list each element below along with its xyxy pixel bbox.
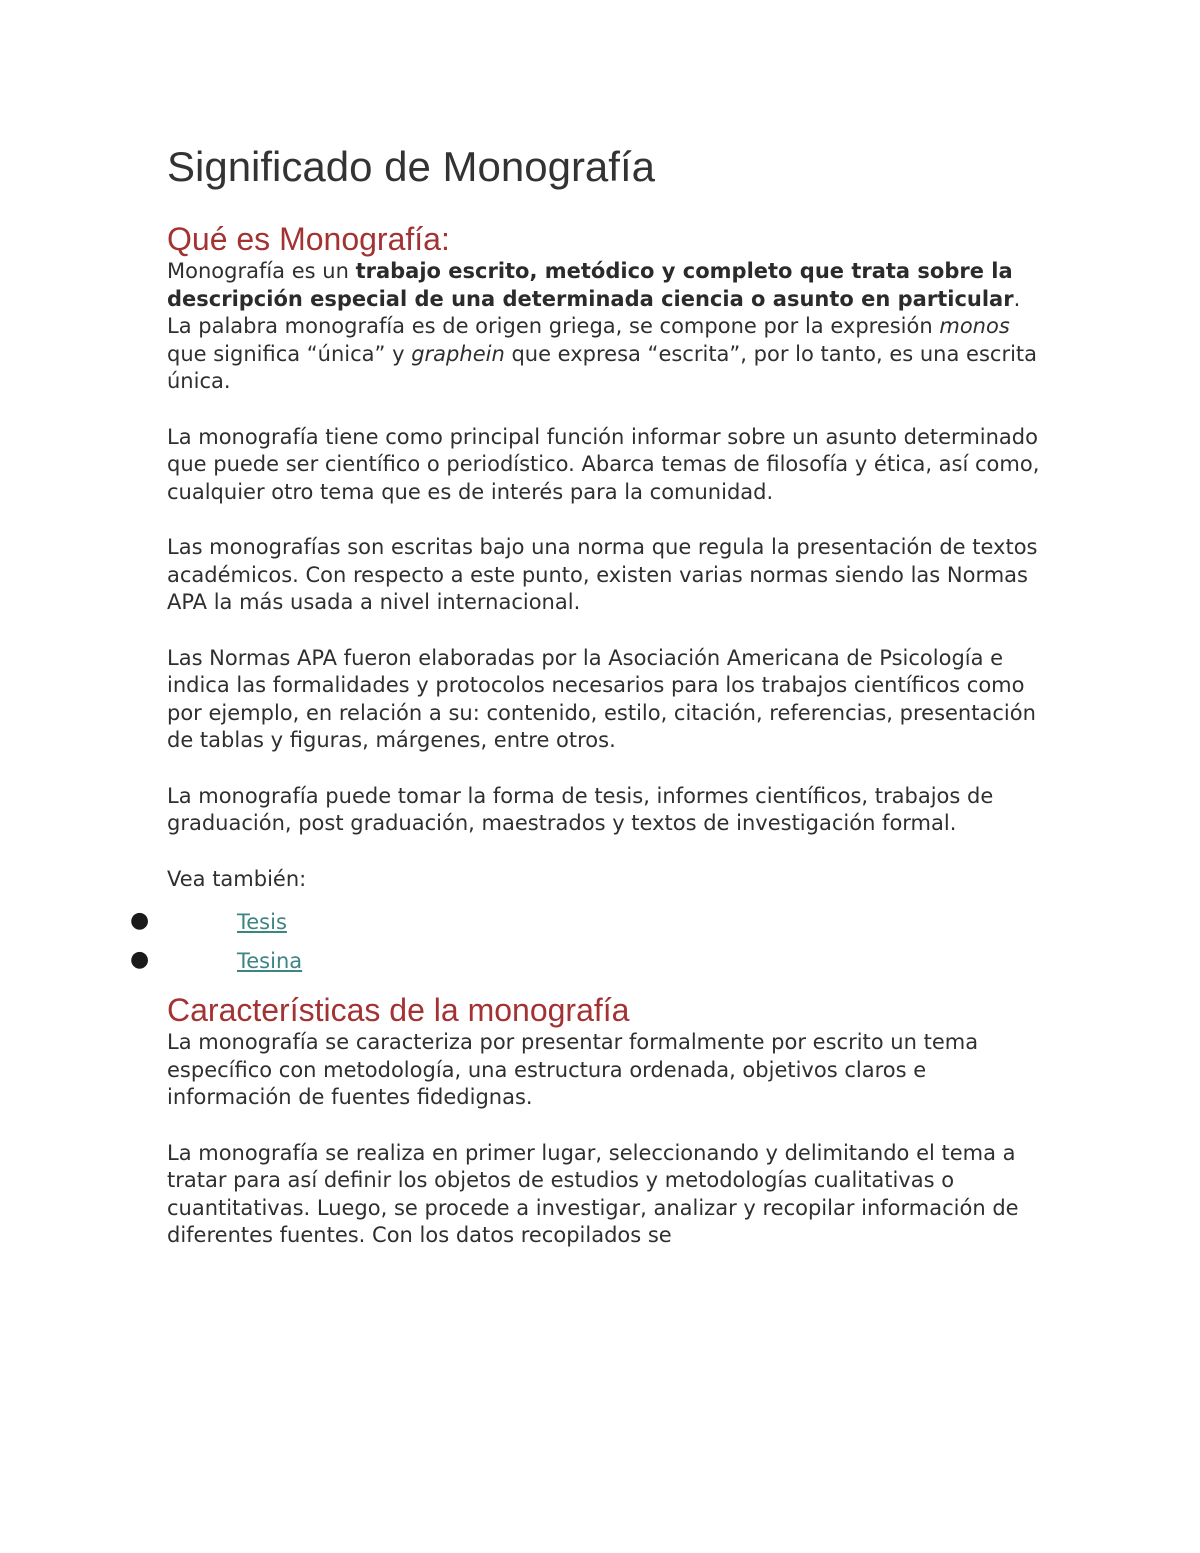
- bullet-icon: ●: [130, 947, 150, 972]
- link-tesis[interactable]: Tesis: [237, 910, 287, 934]
- section-heading-que-es: Qué es Monografía:: [167, 221, 450, 257]
- definition-intro: Monografía es un: [167, 259, 356, 283]
- bullet-icon: ●: [130, 908, 150, 933]
- etymology-monos: monos: [939, 314, 1010, 338]
- section-heading-caracteristicas: Características de la monografía: [167, 992, 630, 1028]
- paragraph-norms: Las monografías son escritas bajo una norma que regula la presentación de textos académicos. Con respecto a este punto, existen varias normas siendo las Normas APA la más usada a nivel internacional.: [167, 535, 1038, 614]
- etymology-graphein: graphein: [411, 341, 505, 366]
- see-also-label: Vea también:: [167, 866, 307, 891]
- list-item: [130, 903, 1047, 942]
- paragraph-function: La monografía tiene como principal función informar sobre un asunto determinado que puede ser científico o periodístico. Abarca temas de filosofía y ética, así como, cualquier otro tema que es de interés para la comunidad.: [167, 424, 1040, 504]
- etymology-part-b: que significa “única” y: [167, 341, 412, 366]
- document-content: [130, 140, 1047, 1250]
- link-tesina[interactable]: Tesina: [237, 949, 303, 973]
- paragraph-characteristics: La monografía se caracteriza por presentar formalmente por escrito un tema específico con metodología, una estructura ordenada, objetivos claros e información de fuentes fidedignas.: [167, 1030, 979, 1109]
- etymology-part-a: La palabra monografía es de origen griega, se compone por la expresión: [167, 314, 940, 338]
- paragraph-definition: [167, 258, 1047, 313]
- paragraph-etymology: [167, 313, 1047, 396]
- page-title: Significado de Monografía: [167, 143, 655, 190]
- definition-bold: trabajo escrito, metódico y completo que trata sobre la descripción especial de una determinada ciencia o asunto en particular: [167, 259, 1014, 311]
- paragraph-apa: Las Normas APA fueron elaboradas por la Asociación Americana de Psicología e indica las formalidades y protocolos necesarios para los trabajos científicos como por ejemplo, en relación a su: contenido, estilo, citación, referencias, presentación de tablas y figuras, márgenes, entre otros.: [167, 645, 1036, 752]
- see-also-list: [130, 903, 1047, 981]
- etymology-part-c: que expresa “escrita”, por lo tanto, es una escrita única.: [167, 341, 1038, 393]
- definition-end: .: [1013, 286, 1021, 311]
- list-item: [130, 942, 1047, 981]
- paragraph-process: La monografía se realiza en primer lugar, seleccionando y delimitando el tema a tratar para así definir los objetos de estudios y metodologías cualitativas o cuantitativas. Luego, se procede a investigar, analizar y recopilar información de diferentes fuentes. Con los datos recopilados se: [167, 1140, 1019, 1247]
- paragraph-forms: La monografía puede tomar la forma de tesis, informes científicos, trabajos de graduación, post graduación, maestrados y textos de investigación formal.: [167, 783, 994, 835]
